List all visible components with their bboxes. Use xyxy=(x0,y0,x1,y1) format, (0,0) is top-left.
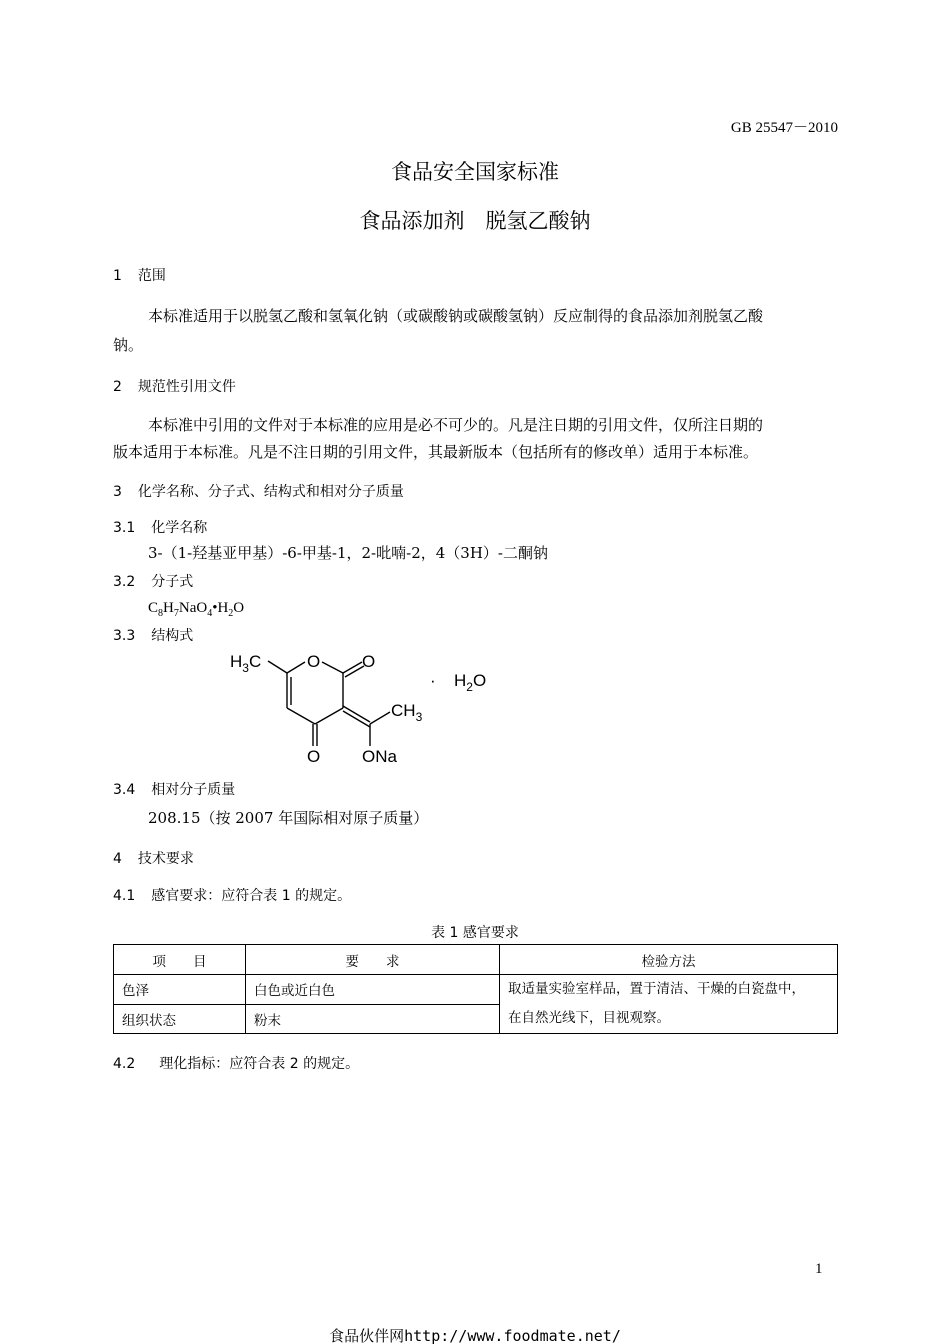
methyl-label: $H_3C$ xyxy=(230,652,262,675)
section-title: 范围 xyxy=(137,268,166,284)
section-2-para-line2: 版本适用于本标准。凡是不注日期的引用文件，其最新版本（包括所有的修改单）适用于本标准。 xyxy=(113,443,759,461)
section-number: 1 xyxy=(113,268,122,284)
carbonyl-oxygen-label: O xyxy=(362,652,376,671)
section-number: 4 xyxy=(113,851,122,867)
water-label: $H_2O$ xyxy=(454,671,487,694)
section-number: 4.1 xyxy=(113,888,136,904)
section-4-heading xyxy=(113,848,194,868)
molecular-formula: $C_8H_7NaO_4•H_2O$ xyxy=(148,600,245,619)
section-1-para-line1: 本标准适用于以脱氢乙酸和氢氧化钠（或碳酸钠或碳酸氢钠）反应制得的食品添加剂脱氢乙酸 xyxy=(148,307,764,325)
ring-oxygen-label: O xyxy=(307,652,321,671)
cell-method: 取适量实验室样品，置于清洁、干燥的白瓷盘中， 在自然光线下，目视观察。 xyxy=(500,975,838,1034)
chemical-name: 3-（1-羟基亚甲基）-6-甲基-1，2-吡喃-2，4（3H）-二酮钠 xyxy=(148,544,548,562)
cell-requirement: 白色或近白色 xyxy=(246,975,500,1005)
standard-code: GB 25547－2010 xyxy=(730,120,838,136)
section-number: 4.2 xyxy=(113,1056,136,1072)
acetyl-methyl-label: $CH_3$ xyxy=(391,701,423,724)
section-number: 3.3 xyxy=(113,628,136,644)
section-title: 技术要求 xyxy=(137,851,194,867)
section-2-para-line1: 本标准中引用的文件对于本标准的应用是必不可少的。凡是注日期的引用文件，仅所注日期的 xyxy=(148,416,764,434)
section-number: 2 xyxy=(113,379,122,395)
page-title: 食品安全国家标准 xyxy=(391,160,559,184)
c4-oxygen-label: O xyxy=(307,747,321,766)
footer-site-link[interactable]: 食品伙伴网http://www.foodmate.net/ xyxy=(329,1327,621,1344)
section-title: 规范性引用文件 xyxy=(137,379,236,395)
section-number: 3.1 xyxy=(113,520,136,536)
section-4-2-heading xyxy=(113,1053,359,1073)
cell-requirement: 粉末 xyxy=(246,1004,500,1034)
header-item: 项 目 xyxy=(114,945,246,975)
table-caption: 表 1 感官要求 xyxy=(431,925,519,941)
sensory-requirements-table xyxy=(113,944,838,1034)
page-number: 1 xyxy=(815,1261,823,1277)
section-title: 分子式 xyxy=(151,574,194,590)
section-title: 相对分子质量 xyxy=(151,782,236,798)
section-number: 3.4 xyxy=(113,782,136,798)
section-number: 3.2 xyxy=(113,574,136,590)
table-row xyxy=(114,975,838,1005)
section-title: 结构式 xyxy=(151,628,194,644)
section-title: 理化指标：应符合表 2 的规定。 xyxy=(159,1056,360,1072)
header-method: 检验方法 xyxy=(500,945,838,975)
section-1-para-line2: 钠。 xyxy=(113,336,144,354)
hydrate-dot: · xyxy=(430,671,436,690)
section-4-1-heading xyxy=(113,885,351,905)
cell-item: 色泽 xyxy=(114,975,246,1005)
section-title: 化学名称、分子式、结构式和相对分子质量 xyxy=(137,484,404,500)
cell-item: 组织状态 xyxy=(114,1004,246,1034)
section-title: 化学名称 xyxy=(151,520,208,536)
sodium-oxide-label: ONa xyxy=(362,747,397,766)
molecular-mass: 208.15（按 2007 年国际相对原子质量） xyxy=(148,809,429,827)
table-header-row xyxy=(114,945,838,975)
section-title: 感官要求：应符合表 1 的规定。 xyxy=(151,888,352,904)
bonds xyxy=(268,661,390,746)
header-requirement: 要 求 xyxy=(246,945,500,975)
page-subtitle: 食品添加剂 脱氢乙酸钠 xyxy=(359,209,591,233)
section-3-4-heading xyxy=(113,779,235,799)
section-number: 3 xyxy=(113,484,122,500)
